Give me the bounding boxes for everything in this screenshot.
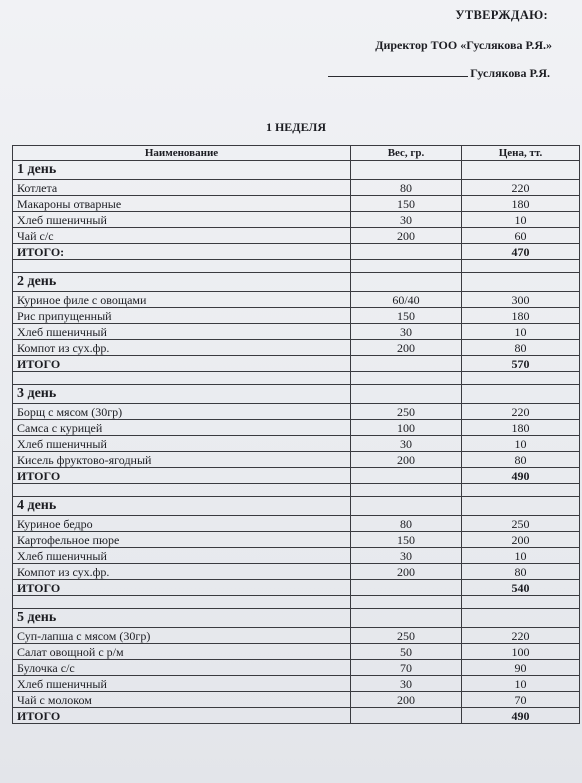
total-price: 570 [462,356,580,372]
column-header-weight: Вес, гр. [351,146,462,161]
dish-weight: 30 [351,548,462,564]
empty-cell [462,273,580,292]
empty-cell [351,372,462,385]
day-title: 2 день [13,273,351,292]
total-label: ИТОГО [13,468,351,484]
signature-name: Гуслякова Р.Я. [470,66,550,80]
empty-cell [351,356,462,372]
dish-price: 10 [462,436,580,452]
empty-cell [351,580,462,596]
table-row [13,644,580,660]
dish-weight: 60/40 [351,292,462,308]
table-row [13,324,580,340]
day-title: 4 день [13,497,351,516]
table-row [13,404,580,420]
dish-price: 80 [462,452,580,468]
empty-cell [13,372,351,385]
dish-name: Хлеб пшеничный [13,676,351,692]
dish-name: Куриное филе с овощами [13,292,351,308]
dish-weight: 30 [351,324,462,340]
table-row [13,436,580,452]
dish-weight: 70 [351,660,462,676]
day-title-row [13,161,580,180]
dish-price: 180 [462,420,580,436]
dish-name: Борщ с мясом (30гр) [13,404,351,420]
table-row [13,228,580,244]
dish-weight: 150 [351,196,462,212]
dish-name: Компот из сух.фр. [13,564,351,580]
empty-cell [13,260,351,273]
dish-price: 10 [462,548,580,564]
dish-price: 80 [462,564,580,580]
table-row [13,452,580,468]
dish-price: 250 [462,516,580,532]
day-title: 1 день [13,161,351,180]
empty-cell [351,468,462,484]
dish-name: Суп-лапша с мясом (30гр) [13,628,351,644]
empty-cell [13,484,351,497]
dish-weight: 200 [351,228,462,244]
dish-name: Хлеб пшеничный [13,548,351,564]
director-title: Директор ТОО «Гуслякова Р.Я.» [375,38,552,52]
day-title-row [13,497,580,516]
dish-weight: 50 [351,644,462,660]
dish-weight: 250 [351,404,462,420]
dish-price: 10 [462,676,580,692]
dish-name: Самса с курицей [13,420,351,436]
table-row [13,676,580,692]
day-title: 5 день [13,609,351,628]
dish-price: 100 [462,644,580,660]
table-row [13,516,580,532]
dish-price: 220 [462,628,580,644]
column-header-name: Наименование [13,146,351,161]
table-row [13,628,580,644]
table-header-row [13,146,580,161]
empty-cell [351,609,462,628]
table-row [13,308,580,324]
total-label: ИТОГО [13,580,351,596]
table-row [13,292,580,308]
total-price: 540 [462,580,580,596]
total-label: ИТОГО: [13,244,351,260]
empty-cell [351,497,462,516]
dish-price: 80 [462,340,580,356]
table-row [13,692,580,708]
dish-weight: 80 [351,516,462,532]
dish-weight: 250 [351,628,462,644]
table-row [13,548,580,564]
dish-price: 200 [462,532,580,548]
empty-cell [351,484,462,497]
dish-price: 220 [462,180,580,196]
day-title-row [13,385,580,404]
total-row [13,580,580,596]
empty-cell [351,273,462,292]
empty-cell [462,385,580,404]
total-row [13,708,580,724]
spacer-row [13,596,580,609]
dish-name: Булочка с/с [13,660,351,676]
empty-cell [462,484,580,497]
dish-weight: 200 [351,564,462,580]
empty-cell [351,596,462,609]
dish-weight: 30 [351,212,462,228]
empty-cell [351,244,462,260]
dish-weight: 150 [351,308,462,324]
table-row [13,340,580,356]
dish-name: Хлеб пшеничный [13,324,351,340]
dish-price: 10 [462,212,580,228]
total-price: 470 [462,244,580,260]
day-title: 3 день [13,385,351,404]
dish-price: 70 [462,692,580,708]
empty-cell [351,708,462,724]
dish-price: 180 [462,308,580,324]
column-header-price: Цена, тт. [462,146,580,161]
dish-weight: 100 [351,420,462,436]
empty-cell [462,161,580,180]
spacer-row [13,372,580,385]
dish-price: 90 [462,660,580,676]
empty-cell [351,385,462,404]
spacer-row [13,260,580,273]
dish-price: 60 [462,228,580,244]
day-title-row [13,273,580,292]
dish-price: 300 [462,292,580,308]
dish-weight: 200 [351,340,462,356]
menu-table-body [13,146,580,724]
total-row [13,244,580,260]
empty-cell [462,260,580,273]
dish-name: Чай с/с [13,228,351,244]
approve-heading: УТВЕРЖДАЮ: [455,8,548,22]
table-row [13,660,580,676]
total-label: ИТОГО [13,708,351,724]
spacer-row [13,484,580,497]
dish-name: Компот из сух.фр. [13,340,351,356]
empty-cell [13,596,351,609]
dish-name: Картофельное пюре [13,532,351,548]
table-row [13,420,580,436]
empty-cell [351,260,462,273]
dish-name: Котлета [13,180,351,196]
dish-name: Кисель фруктово-ягодный [13,452,351,468]
dish-weight: 30 [351,436,462,452]
dish-name: Хлеб пшеничный [13,436,351,452]
dish-name: Хлеб пшеничный [13,212,351,228]
total-price: 490 [462,708,580,724]
dish-weight: 200 [351,692,462,708]
dish-name: Куриное бедро [13,516,351,532]
day-title-row [13,609,580,628]
table-row [13,564,580,580]
dish-weight: 200 [351,452,462,468]
dish-price: 180 [462,196,580,212]
empty-cell [462,497,580,516]
signature-line [328,66,468,77]
empty-cell [462,596,580,609]
table-row [13,532,580,548]
table-row [13,196,580,212]
dish-price: 220 [462,404,580,420]
table-row [13,180,580,196]
week-title: 1 НЕДЕЛЯ [265,120,327,134]
total-row [13,468,580,484]
dish-name: Макароны отварные [13,196,351,212]
dish-name: Рис припущенный [13,308,351,324]
empty-cell [351,161,462,180]
total-label: ИТОГО [13,356,351,372]
signature-block [328,66,550,81]
menu-table [12,145,580,724]
dish-name: Салат овощной с р/м [13,644,351,660]
dish-name: Чай с молоком [13,692,351,708]
total-row [13,356,580,372]
dish-price: 10 [462,324,580,340]
dish-weight: 80 [351,180,462,196]
empty-cell [462,372,580,385]
dish-weight: 30 [351,676,462,692]
total-price: 490 [462,468,580,484]
dish-weight: 150 [351,532,462,548]
table-row [13,212,580,228]
empty-cell [462,609,580,628]
